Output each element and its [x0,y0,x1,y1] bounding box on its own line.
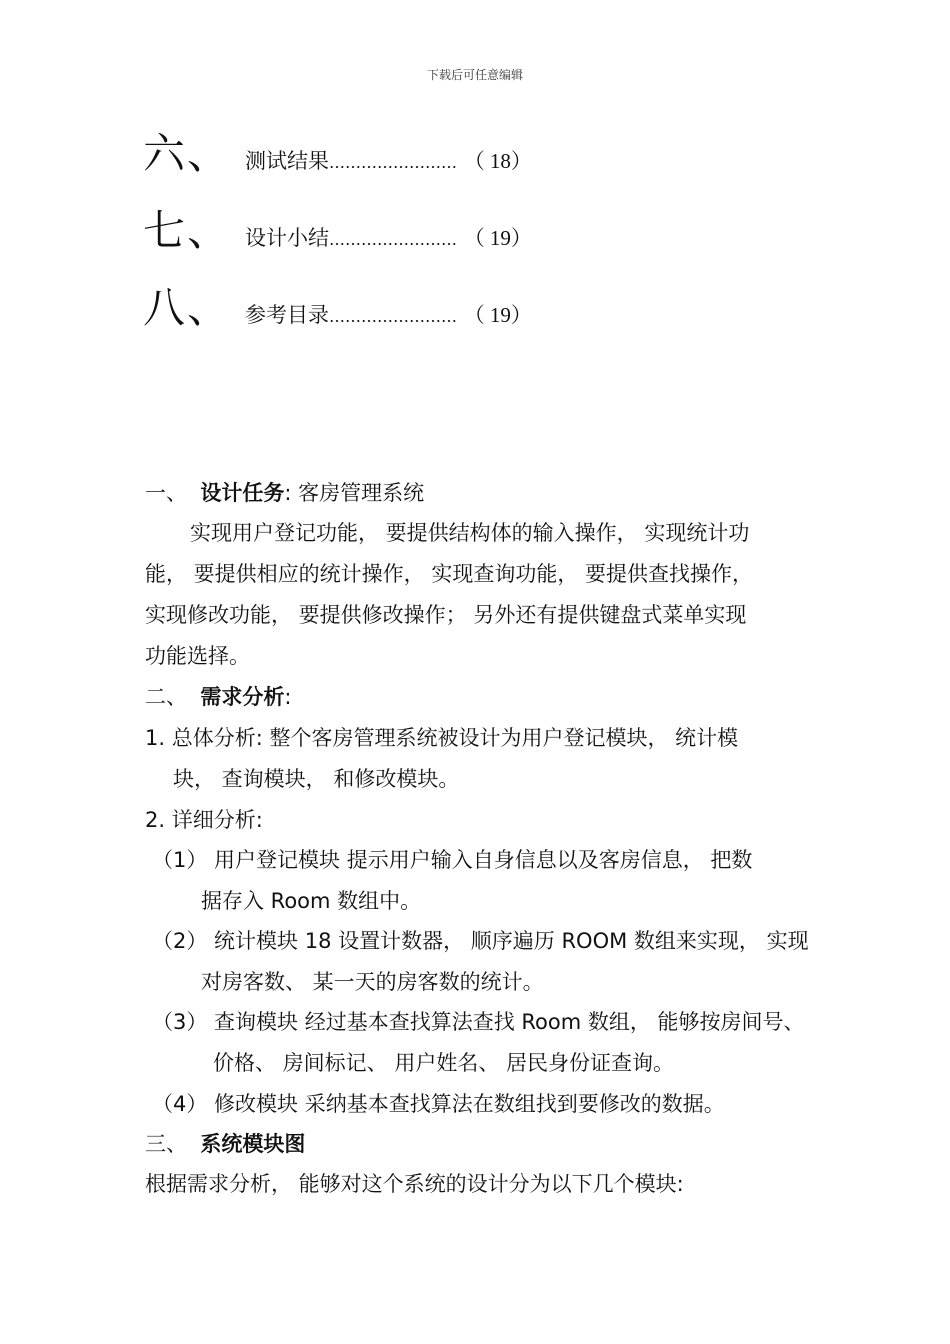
section-heading [145,677,825,718]
toc-label: 参考目录 [245,303,329,327]
section-title: 需求分析 [200,685,285,709]
sub-item-line: 对房客数、 某一天的房客数的统计。 [201,970,544,994]
toc-label-wrap [245,300,532,332]
toc-label: 设计小结 [245,226,329,250]
paragraph-line: 实现修改功能， 要提供修改操作； 另外还有提供键盘式菜单实现 [145,603,747,627]
toc-entry [143,205,743,265]
toc-dots: …………………… [329,153,457,172]
sub-item-line: 价格、 房间标记、 用户姓名、 居民身份证查询。 [213,1051,675,1075]
sub-item-line: 据存入 Room 数组中。 [201,889,422,913]
section-number: 一、 [145,481,187,505]
toc-entry [143,128,743,188]
section-subtitle: 客房管理系统 [298,481,425,505]
toc-label-wrap [245,223,532,255]
list-item-line: 块， 查询模块， 和修改模块。 [173,767,460,791]
toc-number: 七、 [143,206,232,255]
page-header: 下载后可任意编辑 [426,68,523,82]
section-title: 系统模块图 [200,1132,306,1156]
toc-label-wrap [245,146,532,178]
toc-page: （ 19） [463,226,532,250]
section-colon: : [284,685,292,709]
sub-item-line: （2） 统计模块 18 设置计数器， 顺序遍历 ROOM 数组来实现， 实现 [152,929,809,953]
section-heading [145,473,825,514]
toc-page: （ 19） [463,303,532,327]
section-heading [145,1124,825,1165]
paragraph-line: 实现用户登记功能， 要提供结构体的输入操作， 实现统计功 [190,521,750,545]
toc-label: 测试结果 [245,149,329,173]
paragraph-line: 根据需求分析， 能够对这个系统的设计分为以下几个模块: [145,1172,684,1196]
toc-number: 八、 [143,283,232,332]
toc-number: 六、 [143,129,232,178]
section-number: 二、 [145,685,187,709]
sub-item-line: （4） 修改模块 采纳基本查找算法在数组找到要修改的数据。 [152,1092,725,1116]
toc-dots: …………………… [329,307,457,326]
toc-dots: …………………… [329,230,457,249]
section-colon: : [284,481,292,505]
sub-item-line: （1） 用户登记模块 提示用户输入自身信息以及客房信息， 把数 [152,848,753,872]
section-title: 设计任务 [200,481,285,505]
section-number: 三、 [145,1132,187,1156]
list-item-line: 2. 详细分析: [145,808,263,832]
sub-item-line: （3） 查询模块 经过基本查找算法查找 Room 数组， 能够按房间号、 [152,1010,805,1034]
toc-page: （ 18） [463,149,532,173]
paragraph-line: 功能选择。 [145,644,250,668]
toc-entry [143,282,743,342]
paragraph-line: 能， 要提供相应的统计操作， 实现查询功能， 要提供查找操作， [145,562,754,586]
list-item-line: 1. 总体分析: 整个客房管理系统被设计为用户登记模块， 统计模 [145,726,739,750]
